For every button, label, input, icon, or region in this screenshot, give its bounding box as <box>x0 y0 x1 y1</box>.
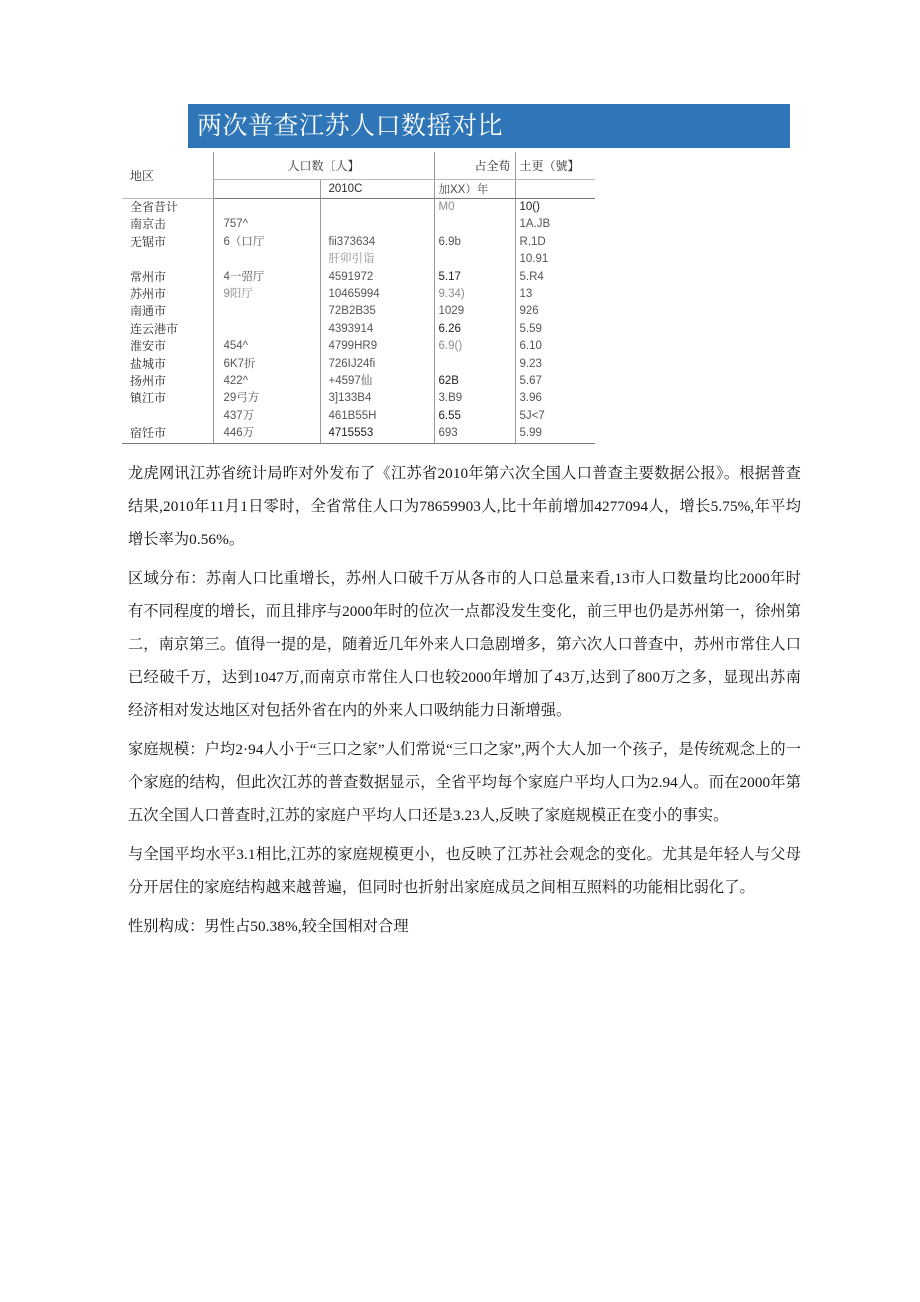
cell-v4: 5.59 <box>519 322 542 335</box>
table-header-row-primary <box>122 152 595 180</box>
cell-v1: 6K7折 <box>213 356 320 373</box>
column-header-share: 占全荀 <box>434 152 515 180</box>
column-header-population: 人口数〔人】 <box>213 152 434 180</box>
article-paragraph: 与全国平均水平3.1相比,江苏的家庭规模更小，也反映了江苏社会观念的变化。尤其是年轻人与父母分开居住的家庭结构越来越普遍，但同时也折射出家庭成员之间相互照料的功能相比弱化了。 <box>128 846 801 896</box>
cell-v1: 454^ <box>213 338 320 355</box>
cell-v4: R.1D <box>519 235 546 248</box>
cell-v2: 4799HR9 <box>320 338 434 355</box>
cell-v3: 6.55 <box>434 408 515 425</box>
cell-region: 南京击 <box>122 216 213 233</box>
cell-v4: 5.67 <box>519 375 542 388</box>
cell-v1: 6（口厅 <box>213 234 320 251</box>
table-row <box>122 390 595 407</box>
cell-v3: M0 <box>434 199 515 217</box>
article-paragraph: 家庭规模：户均2·94人小于“三口之家”人们常说“三口之家”,两个大人加一个孩子，是传统观念上的一个家庭的结构，但此次江苏的普查数据显示，全省平均每个家庭户平均人口为2.94人。而在2000年第五次全国人口普查时,江苏的家庭户平均人口还是3.23人,反映了家庭规模正在变小的事实。 <box>128 741 801 824</box>
cell-v1: 9阳厅 <box>213 286 320 303</box>
article-paragraph: 龙虎网讯江苏省统计局昨对外发布了《江苏省2010年第六次全国人口普查主要数据公报》。根据普查结果,2010年11月1日零时，全省常住人口为78659903人,比十年前增加4277094人，增长5.75%,年平均增长率为0.56%。 <box>128 465 801 548</box>
cell-v1: 437万 <box>213 408 320 425</box>
cell-v1 <box>213 303 320 320</box>
population-comparison-table <box>122 152 595 444</box>
cell-v3: 6.9b <box>434 234 515 251</box>
table-row <box>122 356 595 373</box>
cell-v2 <box>320 216 434 233</box>
cell-v1 <box>213 199 320 217</box>
article-paragraph: 区域分布：苏南人口比重增长，苏州人口破千万从各市的人口总量来看,13市人口数量均比2000年时有不同程度的增长，而且排序与2000年时的位次一点都没发生变化，前三甲也仍是苏州第一，徐州第二，南京第三。值得一提的是，随着近几年外来人口急剧增多，第六次人口普查中，苏州市常住人口已经破千万，达到1047万,而南京市常住人口也较2000年增加了43万,达到了800万之多，显现出苏南经济相对发达地区对包括外省在内的外来人口吸纳能力日渐增强。 <box>128 570 801 719</box>
article-body <box>128 457 801 943</box>
cell-region <box>122 251 213 268</box>
cell-v4: 3.96 <box>519 392 542 405</box>
cell-v3 <box>434 216 515 233</box>
table-row <box>122 234 595 251</box>
cell-v4: 10.91 <box>519 253 549 266</box>
cell-v2: 461B55H <box>320 408 434 425</box>
cell-v3: 3.B9 <box>434 390 515 407</box>
cell-v3: 693 <box>434 425 515 443</box>
column-header-rank: 土更（號】 <box>515 152 595 180</box>
cell-v1: 446万 <box>213 425 320 443</box>
cell-v4: 9.23 <box>519 357 542 370</box>
cell-v4: 6.10 <box>519 340 542 353</box>
cell-region: 南通市 <box>122 303 213 320</box>
column-subheader-year: 加XX）年 <box>434 180 515 199</box>
cell-region: 扬州市 <box>122 373 213 390</box>
cell-v2: 10465994 <box>320 286 434 303</box>
cell-v3: 6.9() <box>434 338 515 355</box>
cell-v3 <box>434 356 515 373</box>
cell-v1 <box>213 321 320 338</box>
table-row <box>122 408 595 425</box>
cell-v3: 9.34) <box>434 286 515 303</box>
article-paragraph: 性别构成：男性占50.38%,较全国相对合理 <box>128 918 409 935</box>
cell-v1: 29弓方 <box>213 390 320 407</box>
cell-region: 苏州市 <box>122 286 213 303</box>
table-row <box>122 303 595 320</box>
cell-region <box>122 408 213 425</box>
cell-v4: 10() <box>519 201 540 213</box>
cell-v3: 1029 <box>434 303 515 320</box>
cell-v1: 757^ <box>213 216 320 233</box>
table-row <box>122 251 595 268</box>
cell-v4: 5.R4 <box>519 270 544 283</box>
cell-region: 常州市 <box>122 269 213 286</box>
table-row <box>122 199 595 217</box>
cell-v3: 6.26 <box>434 321 515 338</box>
cell-region: 淮安市 <box>122 338 213 355</box>
cell-v2: 4591972 <box>320 269 434 286</box>
table-row <box>122 338 595 355</box>
table-row <box>122 321 595 338</box>
cell-region: 宿饪市 <box>122 425 213 443</box>
cell-v1: 4一弨厅 <box>213 269 320 286</box>
cell-v2: 3]133B4 <box>320 390 434 407</box>
cell-v3: 5.17 <box>434 269 515 286</box>
cell-v4: 1A.JB <box>519 218 551 231</box>
cell-v1: 422^ <box>213 373 320 390</box>
cell-v2: 4393914 <box>320 321 434 338</box>
cell-region: 无锯市 <box>122 234 213 251</box>
cell-v4: 5J<7 <box>519 409 545 422</box>
title-banner <box>188 104 790 148</box>
cell-v2 <box>320 199 434 217</box>
cell-region: 全省昔计 <box>122 199 213 217</box>
cell-v4: 926 <box>519 305 539 318</box>
cell-v2: +4597仙 <box>320 373 434 390</box>
cell-v1 <box>213 251 320 268</box>
cell-v2: 肝卯引诣 <box>320 251 434 268</box>
cell-region: 盐城市 <box>122 356 213 373</box>
cell-region: 镇江市 <box>122 390 213 407</box>
table-row <box>122 425 595 443</box>
table-body <box>122 199 595 444</box>
cell-region: 连云港市 <box>122 321 213 338</box>
cell-v2: 4715553 <box>320 425 434 443</box>
column-subheader-2010: 2010C <box>320 180 434 199</box>
table-header <box>122 152 595 199</box>
cell-v3: 62B <box>434 373 515 390</box>
cell-v2: 72B2B35 <box>320 303 434 320</box>
cell-v4: 5.99 <box>515 425 595 443</box>
cell-v2: 726IJ24fi <box>320 356 434 373</box>
column-subheader-blank-left <box>213 180 320 199</box>
column-header-region: 地区 <box>122 152 213 199</box>
cell-v3 <box>434 251 515 268</box>
column-subheader-blank-right <box>515 180 595 199</box>
table-row <box>122 373 595 390</box>
page-title: 两次普查江苏人口数摇对比 <box>197 111 504 140</box>
cell-v2: fii373634 <box>320 234 434 251</box>
table-row <box>122 286 595 303</box>
cell-v4: 13 <box>519 288 533 301</box>
table-row <box>122 216 595 233</box>
table-row <box>122 269 595 286</box>
